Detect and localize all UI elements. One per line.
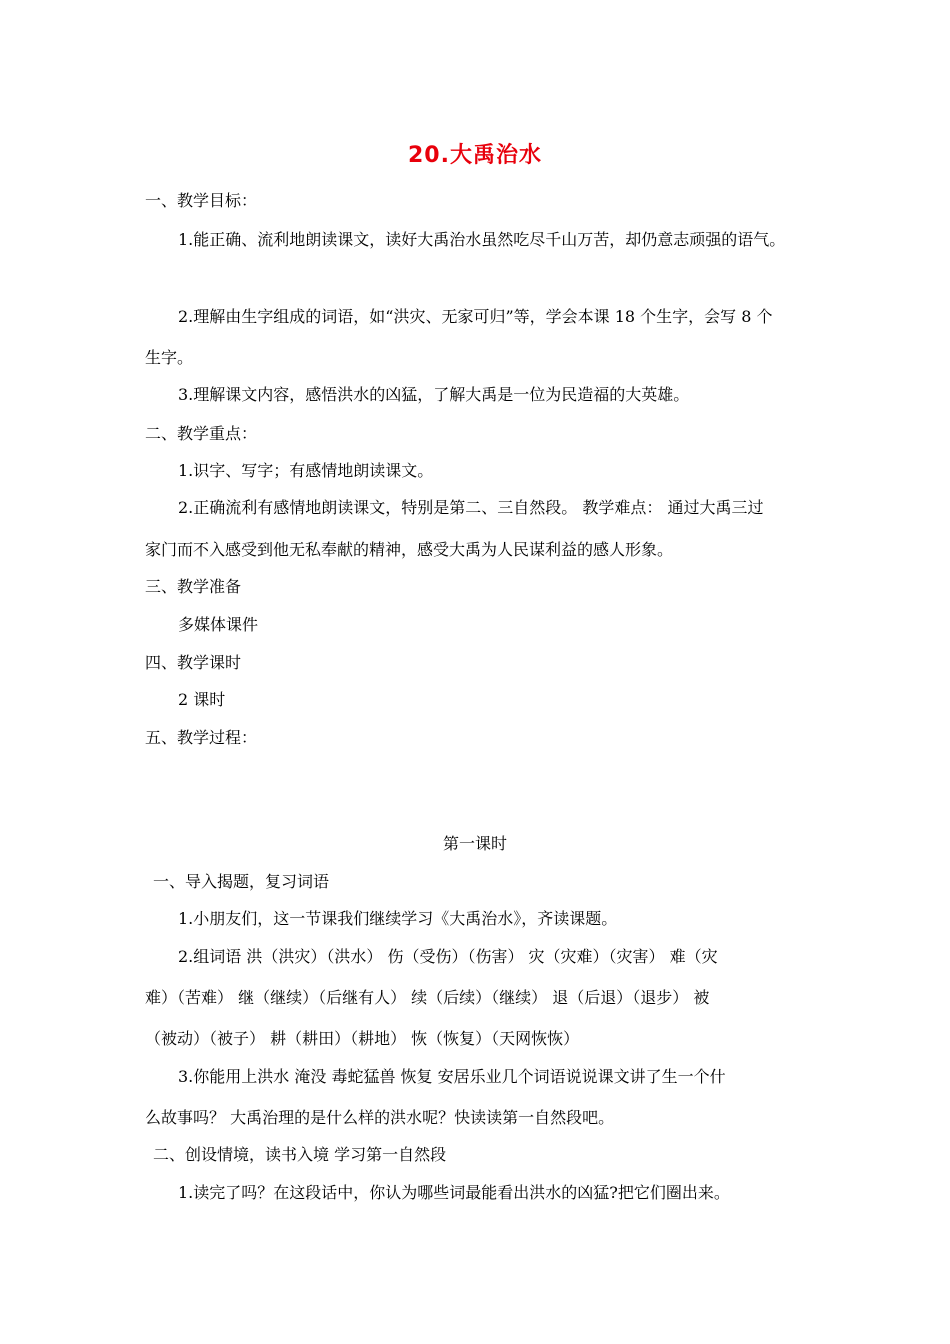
document-title: 20.大禹治水 <box>408 143 542 168</box>
lesson-heading: 第一课时 <box>442 834 507 853</box>
step-2-item-1: 1.读完了吗？在这段话中，你认为哪些词最能看出洪水的凶猛?把它们圈出来。 <box>178 1183 730 1202</box>
goal-item-3: 3.理解课文内容，感悟洪水的凶猛，了解大禹是一位为民造福的大英雄。 <box>178 385 690 404</box>
focus-item-2: 2.正确流利有感情地朗读课文，特别是第二、三自然段。 教学难点： 通过大禹三过 <box>178 498 764 517</box>
goal-item-2-continued: 生字。 <box>145 348 194 367</box>
step-1-item-2-continued-2: （被动）（被子） 耕（耕田）（耕地） 恢（恢复）（天网恢恢） <box>145 1029 580 1048</box>
section-heading-preparation: 三、教学准备 <box>145 577 242 596</box>
step-1-item-2-continued: 难）（苦难） 继（继续）（后继有人） 续（后续）（继续） 退（后退）（退步） 被 <box>145 988 710 1007</box>
preparation-text: 多媒体课件 <box>178 615 259 634</box>
goal-item-2: 2.理解由生字组成的词语，如“洪灾、无家可归”等，学会本课 18 个生字，会写 8 个 <box>178 307 773 326</box>
step-1-item-3-continued: 么故事吗？ 大禹治理的是什么样的洪水呢？快读读第一自然段吧。 <box>145 1108 615 1127</box>
section-heading-process: 五、教学过程： <box>145 728 258 747</box>
step-1-item-3: 3.你能用上洪水 淹没 毒蛇猛兽 恢复 安居乐业几个词语说说课文讲了生一个什 <box>178 1067 726 1086</box>
step-1-item-1: 1.小朋友们，这一节课我们继续学习《大禹治水》，齐读课题。 <box>178 909 618 928</box>
section-heading-hours: 四、教学课时 <box>145 653 242 672</box>
focus-item-2-continued: 家门而不入感受到他无私奉献的精神，感受大禹为人民谋利益的感人形象。 <box>145 540 674 559</box>
section-heading-focus: 二、教学重点： <box>145 424 258 443</box>
step-heading-1: 一、导入揭题，复习词语 <box>153 872 330 891</box>
step-heading-2: 二、创设情境，读书入境 学习第一自然段 <box>153 1145 447 1164</box>
hours-text: 2 课时 <box>178 690 226 709</box>
step-1-item-2: 2.组词语 洪（洪灾）（洪水） 伤（受伤）（伤害） 灾（灾难）（灾害） 难（灾 <box>178 947 718 966</box>
goal-item-1: 1.能正确、流利地朗读课文，读好大禹治水虽然吃尽千山万苦，却仍意志顽强的语气。 <box>178 230 786 249</box>
focus-item-1: 1.识字、写字；有感情地朗读课文。 <box>178 461 434 480</box>
section-heading-goals: 一、教学目标： <box>145 191 258 210</box>
